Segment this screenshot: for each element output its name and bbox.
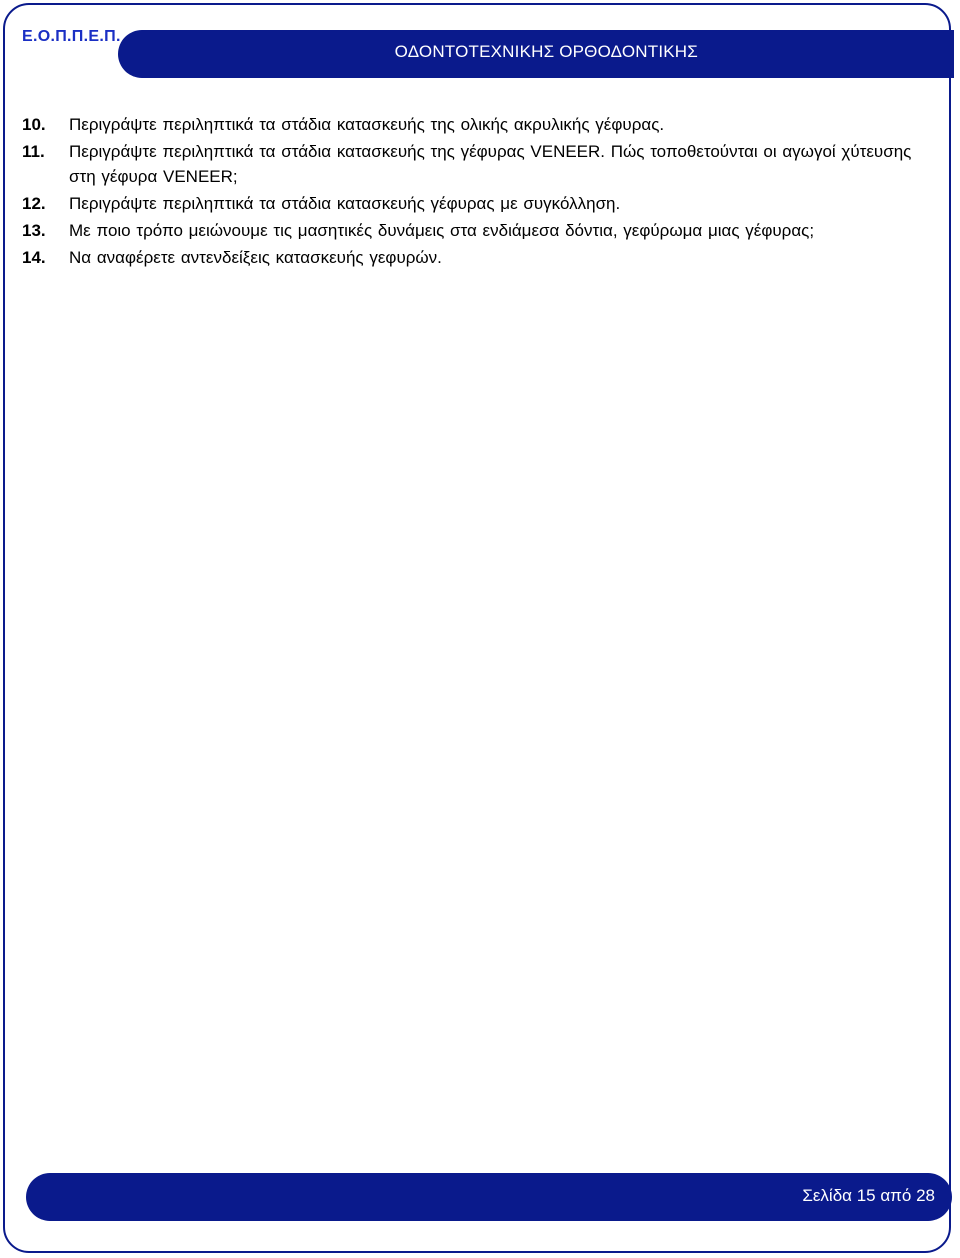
question-number: 10. — [22, 115, 46, 134]
organization-label: Ε.Ο.Π.Π.Ε.Π. — [22, 28, 121, 45]
question-item — [22, 112, 932, 137]
page-number: Σελίδα 15 από 28 — [802, 1186, 935, 1205]
question-text: Με ποιο τρόπο μειώνουμε τις μασητικές δυνάμεις στα ενδιάμεσα δόντια, γεφύρωμα μιας γέφυρας; — [69, 221, 815, 240]
question-number: 11. — [22, 142, 45, 161]
question-item — [22, 191, 932, 216]
question-text: Περιγράψτε περιληπτικά τα στάδια κατασκευής της γέφυρας VENEER. Πώς τοποθετούνται οι αγωγοί χύτευσης στη γέφυρα VENEER; — [69, 142, 912, 186]
question-item — [22, 139, 932, 189]
question-number: 12. — [22, 194, 46, 213]
question-item — [22, 245, 932, 270]
question-text: Περιγράψτε περιληπτικά τα στάδια κατασκευής της ολικής ακρυλικής γέφυρας. — [69, 115, 665, 134]
question-number: 13. — [22, 221, 46, 240]
question-number: 14. — [22, 248, 46, 267]
header-title: ΟΔΟΝΤΟΤΕΧΝΙΚΗΣ ΟΡΘΟΔΟΝΤΙΚΗΣ — [394, 42, 698, 61]
question-text: Περιγράψτε περιληπτικά τα στάδια κατασκευής γέφυρας με συγκόλληση. — [69, 194, 621, 213]
question-list — [22, 112, 932, 272]
question-text: Να αναφέρετε αντενδείξεις κατασκευής γεφυρών. — [69, 248, 442, 267]
question-item — [22, 218, 932, 243]
